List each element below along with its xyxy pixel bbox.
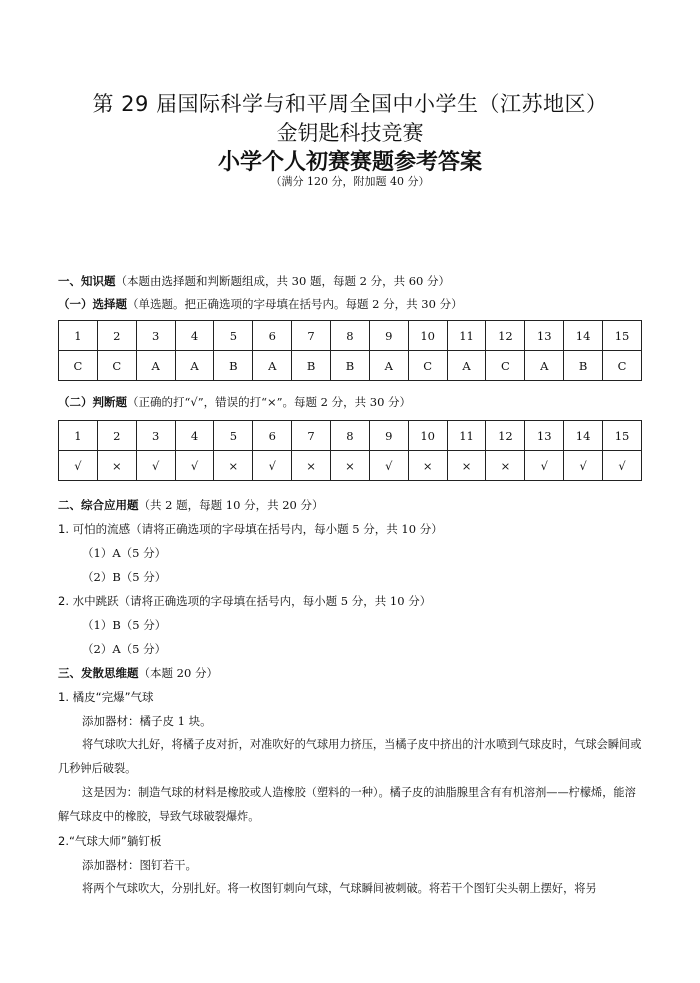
section2-q2-answer-1: （1）B（5 分） (82, 618, 167, 632)
table-cell: 15 (603, 421, 642, 451)
table-cell: B (292, 351, 331, 381)
table-cell: √ (369, 451, 408, 481)
section3-note: （本题 20 分） (138, 666, 218, 680)
section2-q1-note: （请将正确选项的字母填在括号内，每小题 5 分，共 10 分） (130, 522, 443, 536)
score-subtitle: （满分 120 分，附加题 40 分） (270, 175, 430, 188)
section3-q1-title: 1. 橘皮“完爆”气球 (58, 690, 154, 704)
section3-q2-paragraph-1: 将两个气球吹大，分别扎好。将一枚图钉刺向气球，气球瞬间被刺破。将若干个图钉尖头朝上摆好，将另 (82, 882, 597, 895)
table-cell: A (175, 351, 214, 381)
table-cell: 2 (97, 421, 136, 451)
section2-q2-line (58, 593, 431, 609)
section3-q1-paragraph-1: 将气球吹大扎好，将橘子皮对折，对准吹好的气球用力挤压，当橘子皮中挤出的汁水喷到气球皮时，气球会瞬间或几秒钟后破裂。 (58, 738, 642, 775)
section3-q1-paragraph-2: 这是因为：制造气球的材料是橡胶或人造橡胶（塑料的一种）。橘子皮的油脂腺里含有有机溶剂——柠檬烯，能溶解气球皮中的橡胶，导致气球破裂爆炸。 (58, 786, 636, 823)
table-cell: √ (59, 451, 98, 481)
section2-q1-answer-1: （1）A（5 分） (82, 546, 167, 560)
table-cell: 4 (175, 321, 214, 351)
part2-heading: （二）判断题 (58, 395, 127, 409)
table-cell: 2 (97, 321, 136, 351)
table-cell: 10 (408, 321, 447, 351)
table-cell: B (214, 351, 253, 381)
section2-q2-note: （请将正确选项的字母填在括号内，每小题 5 分，共 10 分） (118, 594, 432, 608)
section2-q2-answer-2: （2）A（5 分） (82, 642, 167, 656)
table-cell: A (369, 351, 408, 381)
table-cell: 15 (603, 321, 642, 351)
table-cell: 14 (564, 321, 603, 351)
table-cell: √ (175, 451, 214, 481)
table-cell: 9 (369, 321, 408, 351)
choice-answer-row (59, 351, 642, 381)
table-cell: × (292, 451, 331, 481)
table-cell: 8 (331, 421, 370, 451)
part2-heading-line (58, 394, 411, 410)
section2-q1-line (58, 521, 443, 537)
table-cell: C (59, 351, 98, 381)
section3-q1-material: 添加器材：橘子皮 1 块。 (82, 714, 212, 728)
section1-note: （本题由选择题和判断题组成，共 30 题，每题 2 分，共 60 分） (115, 274, 451, 288)
table-cell: 12 (486, 421, 525, 451)
table-cell: × (214, 451, 253, 481)
table-cell: 1 (59, 421, 98, 451)
title-line-2: 金钥匙科技竞赛 (276, 121, 424, 145)
table-cell: 12 (486, 321, 525, 351)
table-cell: × (447, 451, 486, 481)
table-cell: 6 (253, 421, 292, 451)
table-cell: 7 (292, 421, 331, 451)
table-cell: 4 (175, 421, 214, 451)
section2-heading-line (58, 497, 324, 513)
title-line-3: 小学个人初赛赛题参考答案 (217, 150, 482, 175)
table-cell: C (486, 351, 525, 381)
section1-heading: 一、知识题 (58, 274, 116, 288)
part1-heading-line (58, 296, 463, 312)
table-cell: 9 (369, 421, 408, 451)
part2-note: （正确的打“√”，错误的打“×”。每题 2 分，共 30 分） (127, 395, 412, 409)
title-line-1: 第 29 届国际科学与和平周全国中小学生（江苏地区） (92, 92, 608, 116)
table-cell: 8 (331, 321, 370, 351)
choice-number-row (59, 321, 642, 351)
table-cell: A (447, 351, 486, 381)
table-cell: 13 (525, 321, 564, 351)
judgement-number-row (59, 421, 642, 451)
choice-answer-table (58, 320, 642, 381)
table-cell: 11 (447, 321, 486, 351)
table-cell: 14 (564, 421, 603, 451)
table-cell: √ (253, 451, 292, 481)
table-cell: C (603, 351, 642, 381)
table-cell: A (525, 351, 564, 381)
section2-note: （共 2 题，每题 10 分，共 20 分） (138, 498, 324, 512)
part1-heading: （一）选择题 (58, 297, 127, 311)
section3-heading: 三、发散思维题 (58, 666, 139, 680)
table-cell: × (486, 451, 525, 481)
judgement-answer-row (59, 451, 642, 481)
table-cell: √ (136, 451, 175, 481)
table-cell: 10 (408, 421, 447, 451)
table-cell: × (331, 451, 370, 481)
table-cell: 1 (59, 321, 98, 351)
table-cell: 5 (214, 421, 253, 451)
table-cell: × (408, 451, 447, 481)
section2-heading: 二、综合应用题 (58, 498, 139, 512)
table-cell: 3 (136, 421, 175, 451)
table-cell: B (331, 351, 370, 381)
table-cell: C (408, 351, 447, 381)
table-cell: B (564, 351, 603, 381)
table-cell: √ (603, 451, 642, 481)
table-cell: 6 (253, 321, 292, 351)
section2-q1-title: 1. 可怕的流感 (58, 522, 131, 536)
part1-note: （单选题。把正确选项的字母填在括号内。每题 2 分，共 30 分） (127, 297, 463, 311)
section3-q2-material: 添加器材：图钉若干。 (82, 858, 197, 872)
table-cell: C (97, 351, 136, 381)
section2-q2-title: 2. 水中跳跃 (58, 594, 119, 608)
table-cell: 13 (525, 421, 564, 451)
table-cell: A (136, 351, 175, 381)
table-cell: × (97, 451, 136, 481)
table-cell: √ (564, 451, 603, 481)
section3-q2-title: 2.“气球大师”躺钉板 (58, 834, 162, 848)
table-cell: 5 (214, 321, 253, 351)
table-cell: 7 (292, 321, 331, 351)
table-cell: A (253, 351, 292, 381)
judgement-answer-table (58, 420, 642, 481)
table-cell: 11 (447, 421, 486, 451)
section1-heading-line (58, 273, 450, 289)
section2-q1-answer-2: （2）B（5 分） (82, 570, 167, 584)
section3-heading-line (58, 665, 218, 681)
table-cell: 3 (136, 321, 175, 351)
table-cell: √ (525, 451, 564, 481)
